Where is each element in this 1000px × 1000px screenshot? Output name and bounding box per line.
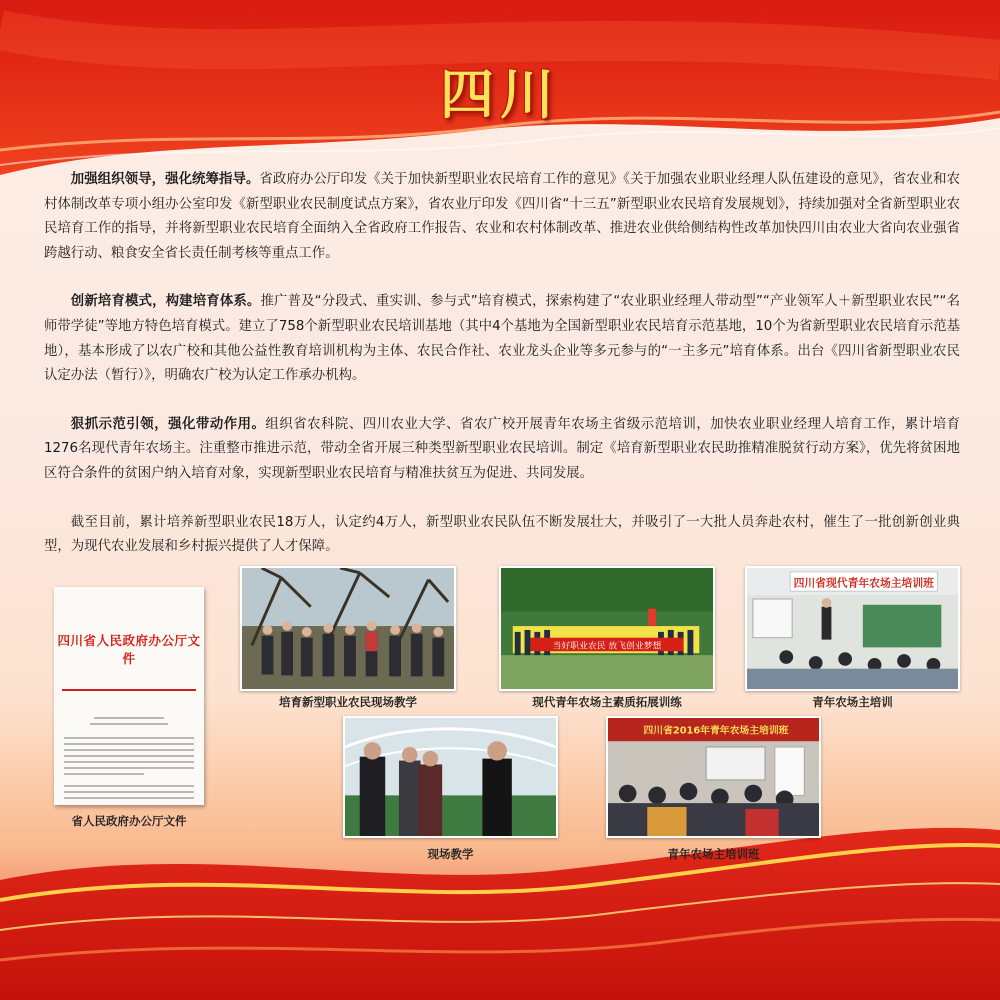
training-class-banner-text: 四川省2016年青年农场主培训班 [643,725,789,737]
group-banner-text: 当好职业农民 放飞创业梦想 [552,641,662,652]
paragraph-lead: 创新培育模式，构建培育体系。 [70,294,261,310]
paragraph-body: 组织省农科院、四川农业大学、省农广校开展青年农场主省级示范培训，加快农业职业经理人培育工作，累计培育1276名现代青年农场主。注重整市推进示范，带动全省开展三种类型新型职业农民培训。制定《培育新型职业农民助推精准脱贫行动方案》，优先将贫困地区符合条件的贫困户纳入培育对象，实现新型职业农民培育与精准扶贫互为促进、共同发展。 [44,416,960,481]
photo-group-training [499,566,715,691]
page-title: 四川 [440,63,560,126]
document-text-line [64,767,194,769]
paragraph-body: 推广普及“分段式、重实训、参与式”培育模式，探索构建了“农业职业经理人带动型”“产业领军人＋新型职业农民”“名师带学徒”等地方特色培育模式。建立了758个新型职业农民培训基地（其中4个基地为全国新型职业农民培育示范基地，10个为省新型职业农民培育示范基地），基本形成了以农广校和其他公益性教育培训机构为主体、农民合作社、农业龙头企业等多元参与的“一主多元”培育体系。出台《四川省新型职业农民认定办法（暂行）》，明确农广校为认定工作承办机构。 [44,294,961,384]
group-photo-image [501,568,713,689]
greenhouse-image [345,718,556,836]
document-red-rule [62,689,196,691]
document-text-line [90,723,168,725]
paragraph-lead: 狠抓示范引领，强化带动作用。 [70,416,266,432]
photo-training-class [606,716,821,838]
article-body [44,168,960,584]
document-text-line [64,797,194,799]
paragraph-body: 省政府办公厅印发《关于加快新型职业农民培育工作的意见》《关于加强农业职业经理人队伍建设的意见》，省农业和农村体制改革专项小组办公室印发《新型职业农民制度试点方案》，省农业厅印发《四川省“十三五”新型职业农民培育发展规划》，持续加强对全省新型职业农民培育工作的指导，并将新型职业农民培育全面纳入全省政府工作报告、农业和农村体制改革、推进农业供给侧结构性改革加快四川由农业大省向农业强省跨越行动、粮食安全省长责任制考核等重点工作。 [44,172,960,261]
photo-caption: 青年农场主培训 [812,695,893,709]
document-header: 四川省人民政府办公厅文件 [57,633,201,666]
training-class-image [608,718,819,836]
photo-greenhouse-teaching [343,716,558,838]
orchard-scene-image [242,568,454,689]
document-text-line [64,749,194,751]
document-text-line [94,717,164,719]
photo-caption: 现代青年农场主素质拓展训练 [532,695,682,709]
paragraph-lead: 加强组织领导，强化统筹指导。 [70,172,260,187]
document-text-line [64,761,194,763]
document-text-line [64,755,194,757]
photo-classroom-training [745,566,960,691]
paragraph-demonstration [44,413,960,487]
government-document-image [54,587,204,805]
document-text-line [64,773,144,775]
paragraph-summary [44,511,960,560]
document-text-line [64,785,194,787]
photo-caption: 培育新型职业农民现场教学 [279,695,417,709]
document-text-line [64,791,194,793]
paragraph-training-model [44,290,960,388]
classroom-banner-text: 四川省现代青年农场主培训班 [793,576,934,590]
document-text-line [64,737,194,739]
photo-orchard-teaching [240,566,456,691]
photo-caption: 现场教学 [427,847,474,861]
document-caption: 省人民政府办公厅文件 [71,814,187,828]
paragraph-body: 截至目前，累计培养新型职业农民18万人，认定约4万人，新型职业农民队伍不断发展壮大，并吸引了一大批人员奔赴农村，催生了一批创新创业典型，为现代农业发展和乡村振兴提供了人才保障。 [44,514,960,555]
photo-caption: 青年农场主培训班 [667,847,760,861]
classroom-image [747,568,958,689]
document-text-line [64,743,194,745]
paragraph-leadership [44,168,960,266]
